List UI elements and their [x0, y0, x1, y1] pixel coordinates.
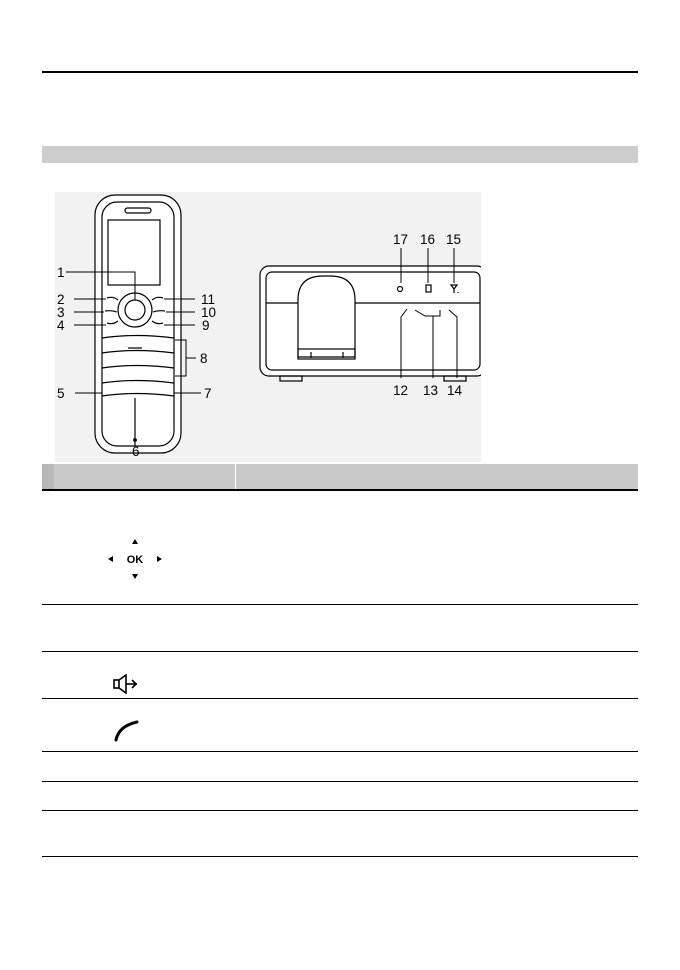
callout-12: 12: [393, 383, 409, 398]
product-figure: [55, 192, 481, 462]
callout-5: 5: [57, 386, 65, 401]
base-station-illustration: [260, 266, 481, 381]
section-heading-bar: [42, 146, 638, 163]
table-header: [42, 464, 638, 491]
callout-4: 4: [57, 318, 65, 333]
table-row: [42, 752, 638, 782]
table-row: [42, 605, 638, 652]
ok-navigation-key-icon: [106, 537, 164, 581]
header-column-separator: [235, 464, 236, 489]
callout-17: 17: [393, 232, 409, 247]
callout-10: 10: [201, 305, 217, 320]
callout-14: 14: [447, 383, 463, 398]
table-row: [42, 652, 638, 699]
call-handset-icon: [114, 720, 140, 742]
table-row: [42, 491, 638, 605]
callout-3: 3: [57, 305, 65, 320]
callout-13: 13: [423, 383, 439, 398]
top-rule: [42, 71, 638, 73]
callout-2: 2: [57, 292, 65, 307]
keys-table: [42, 464, 638, 857]
table-row: [42, 811, 638, 857]
table-row: [42, 782, 638, 811]
callout-1: 1: [57, 265, 65, 280]
callout-16: 16: [420, 232, 436, 247]
callout-7: 7: [204, 386, 212, 401]
callout-9: 9: [202, 318, 210, 333]
handset-illustration: [95, 195, 181, 453]
ok-label: OK: [126, 554, 144, 566]
table-row: [42, 699, 638, 752]
header-marker: [42, 464, 54, 489]
callout-8: 8: [200, 351, 208, 366]
callout-15: 15: [446, 232, 462, 247]
product-illustration: [55, 192, 481, 462]
speakerphone-icon: [112, 674, 138, 694]
callout-6: 6: [132, 444, 140, 459]
callout-11: 11: [201, 292, 216, 307]
